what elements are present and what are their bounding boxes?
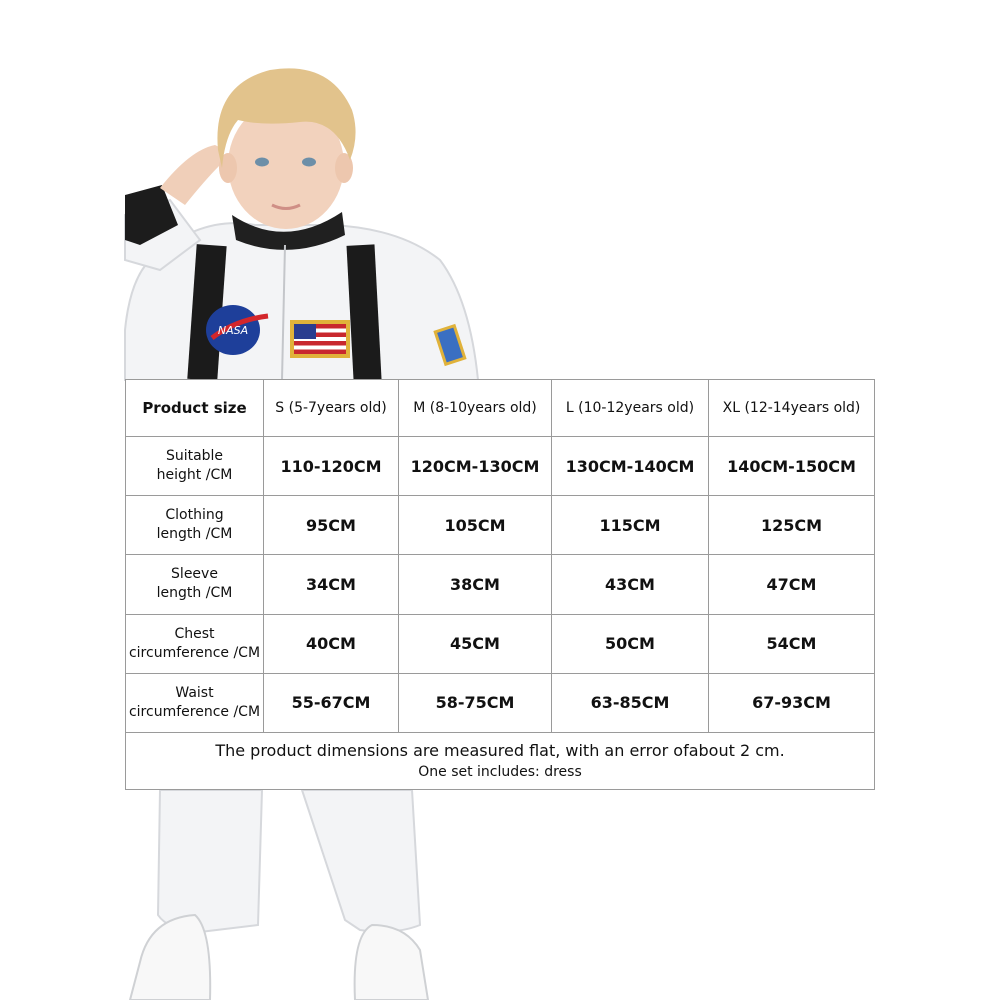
table-cell: 130CM-140CM bbox=[552, 437, 709, 496]
nasa-patch-text: NASA bbox=[217, 324, 249, 337]
row-label-height: Suitable height /CM bbox=[126, 437, 264, 496]
table-cell: 105CM bbox=[399, 496, 552, 555]
table-cell: 67-93CM bbox=[709, 673, 875, 732]
table-cell: 43CM bbox=[552, 555, 709, 614]
header-row bbox=[126, 380, 875, 437]
row-label-waist: Waist circumference /CM bbox=[126, 673, 264, 732]
table-cell: 125CM bbox=[709, 496, 875, 555]
row-label-chest: Chest circumference /CM bbox=[126, 614, 264, 673]
table-cell: 47CM bbox=[709, 555, 875, 614]
table-cell: 50CM bbox=[552, 614, 709, 673]
table-row bbox=[126, 614, 875, 673]
set-contents-note: One set includes: dress bbox=[418, 763, 582, 780]
table-note bbox=[126, 732, 875, 789]
table-cell: 38CM bbox=[399, 555, 552, 614]
left-shoe bbox=[130, 915, 210, 1000]
row-label-sleeve-length: Sleeve length /CM bbox=[126, 555, 264, 614]
table-row bbox=[126, 437, 875, 496]
header-product-size: Product size bbox=[126, 380, 264, 437]
table-cell: 110-120CM bbox=[264, 437, 399, 496]
saluting-hand bbox=[160, 145, 223, 205]
measurement-note: The product dimensions are measured flat, with an error ofabout 2 cm. bbox=[215, 740, 785, 760]
row-label-clothing-length: Clothing length /CM bbox=[126, 496, 264, 555]
table-cell: 45CM bbox=[399, 614, 552, 673]
right-trouser bbox=[302, 790, 420, 932]
table-cell: 54CM bbox=[709, 614, 875, 673]
table-row bbox=[126, 496, 875, 555]
right-eye bbox=[302, 158, 316, 167]
right-shoe bbox=[355, 925, 428, 1000]
size-chart-table bbox=[125, 379, 875, 790]
table-cell: 55-67CM bbox=[264, 673, 399, 732]
table-cell: 63-85CM bbox=[552, 673, 709, 732]
table-cell: 95CM bbox=[264, 496, 399, 555]
left-eye bbox=[255, 158, 269, 167]
header-size-s: S (5-7years old) bbox=[264, 380, 399, 437]
left-trouser bbox=[158, 790, 262, 932]
header-size-xl: XL (12-14years old) bbox=[709, 380, 875, 437]
table-row bbox=[126, 673, 875, 732]
table-cell: 58-75CM bbox=[399, 673, 552, 732]
note-row bbox=[126, 732, 875, 789]
table-cell: 115CM bbox=[552, 496, 709, 555]
table-cell: 34CM bbox=[264, 555, 399, 614]
table-cell: 40CM bbox=[264, 614, 399, 673]
table-cell: 140CM-150CM bbox=[709, 437, 875, 496]
table-row bbox=[126, 555, 875, 614]
flag-patch bbox=[290, 320, 350, 358]
table-cell: 120CM-130CM bbox=[399, 437, 552, 496]
header-size-m: M (8-10years old) bbox=[399, 380, 552, 437]
header-size-l: L (10-12years old) bbox=[552, 380, 709, 437]
